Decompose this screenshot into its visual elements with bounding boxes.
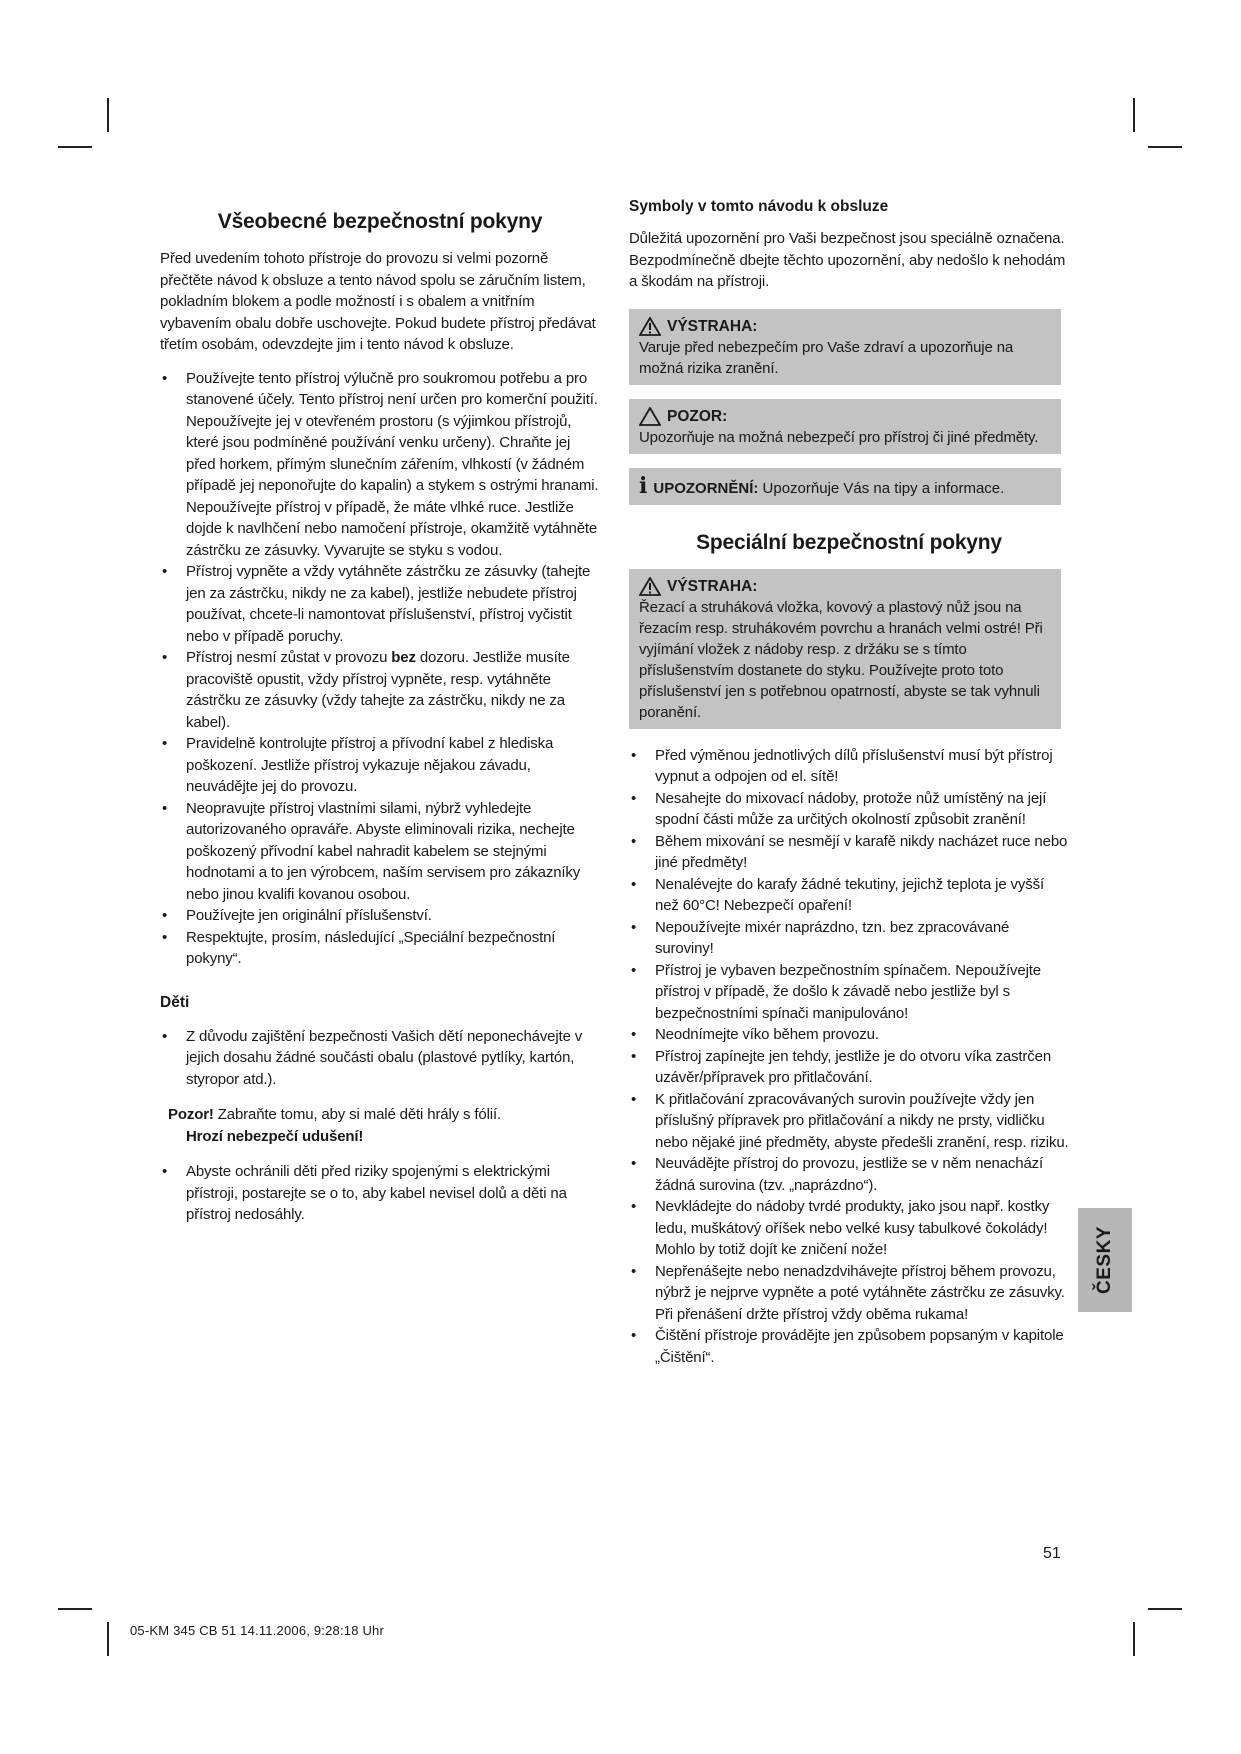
caution-text: Upozorňuje na možná nebezpečí pro přístroj či jiné předměty. — [639, 428, 1039, 446]
suffocation-danger: Hrozí nebezpečí udušení! — [186, 1127, 364, 1145]
crop-mark — [58, 1608, 92, 1610]
crop-mark — [107, 1622, 109, 1656]
list-item: • Během mixování se nesmějí v karafě nikdy nacházet ruce nebo jiné předměty! — [631, 832, 1068, 871]
list-item: • Používejte tento přístroj výlučně pro soukromou potřebu a pro stanovené účely. Tento přístroj není určen pro komerční použití. Nepoužívejte jej v otevřeném prostoru (s výjimkou přístrojů, které jsou podmíněné používání venku určeny). Chraňte jej před horkem, přímým slunečním zářením, vlhkostí (v žádném případě jej neponořujte do kapalin) a stykem s ostrými hranami. Nepoužívejte přístroj v případě, že máte vlhké ruce. Jestliže dojde k navlhčení nebo namočení přístroje, okamžitě vytáhněte zástrčku ze zásuvky. Vyvarujte se styku s vodou. — [162, 369, 599, 559]
language-tab-label: ČESKY — [1094, 1226, 1115, 1294]
crop-mark — [1148, 1608, 1182, 1610]
notice-box — [629, 468, 1061, 505]
caution-title: POZOR: — [667, 407, 728, 425]
crop-mark — [58, 146, 92, 148]
warning-title: VÝSTRAHA: — [667, 317, 758, 335]
crop-mark — [1133, 98, 1135, 132]
special-warning-text: Řezací a struháková vložka, kovový a plastový nůž jsou na řezacím resp. struhákovém povrchu a hranách velmi ostré! Při vyjímání vložek z nádoby resp. z držáku se s tímto příslušenstvím dostanete do styku. Používejte proto toto příslušenství jen s potřebnou opatrností, abyste se tak vyhnuli poranění. — [639, 598, 1043, 721]
caution-box — [629, 399, 1061, 454]
crop-mark — [1133, 1622, 1135, 1656]
children-list — [160, 1026, 600, 1091]
caution-label: Pozor! — [168, 1106, 214, 1123]
children-heading: Děti — [160, 993, 190, 1011]
list-item: • Přístroj zapínejte jen tehdy, jestliže je do otvoru víka zastrčen uzávěr/přípravek pro přitlačování. — [631, 1047, 1052, 1086]
list-item: • Přístroj je vybaven bezpečnostním spínačem. Nepoužívejte přístroj v případě, že došlo k závadě nebo jestliže byl s bezpečnostními spínači manipulováno! — [631, 961, 1041, 1022]
special-safety-title: Speciální bezpečnostní pokyny — [696, 530, 1002, 554]
general-safety-intro: Před uvedením tohoto přístroje do provozu si velmi pozorně přečtěte návod k obsluze a tento návod spolu se záručním listem, pokladním blokem a podle možností i s obalem a vnitřním vybavením obalu dobře uschovejte. Pokud budete přístroj předávat třetím osobám, odevzdejte jim i tento návod k obsluze. — [160, 250, 596, 353]
list-item: • Přístroj vypněte a vždy vytáhněte zástrčku ze zásuvky (tahejte jen za zástrčku, nikdy ne za kabel), jestliže nebudete přístroj používat, chcete-li namontovat příslušenství, přístroj vyčistit nebo v případě poruchy. — [162, 563, 591, 645]
symbols-heading: Symboly v tomto návodu k obsluze — [629, 198, 889, 215]
print-footer: 05-KM 345 CB 51 14.11.2006, 9:28:18 Uhr — [130, 1623, 385, 1638]
notice-title: UPOZORNĚNÍ: — [653, 479, 759, 497]
list-item: • Neopravujte přístroj vlastními silami, nýbrž vyhledejte autorizovaného opraváře. Abyste eliminovali rizika, nechejte poškozený přívodní kabel nahradit kabelem se stejnými hodnotami a to jen výrobcem, naším servisem pro zákazníky nebo jinou kvalifi kovanou osobou. — [162, 799, 581, 903]
list-item: • Abyste ochránili děti před riziky spojenými s elektrickými přístroji, postarejte se o to, aby kabel nevisel dolů a děti na přístroj nedosáhly. — [162, 1163, 567, 1223]
list-item: • Používejte jen originální příslušenství. — [162, 907, 432, 924]
suffocation-warning: Pozor! Zabraňte tomu, aby si malé děti hrály s fólií. Hrozí nebezpečí udušení! — [168, 1104, 600, 1147]
caution-triangle-icon — [639, 407, 661, 426]
list-item: • Neodnímejte víko během provozu. — [631, 1026, 879, 1043]
special-warning-title: VÝSTRAHA: — [667, 577, 758, 595]
left-column — [160, 210, 600, 1226]
list-item: • Z důvodu zajištění bezpečnosti Vašich dětí neponechávejte v jejich dosahu žádné součásti obalu (plastové pytlíky, kartón, styropor atd.). — [162, 1027, 583, 1088]
list-item: • Před výměnou jednotlivých dílů příslušenství musí být přístroj vypnut a odpojen od el. sítě! — [631, 746, 1053, 785]
list-item: • Nepoužívejte mixér naprázdno, tzn. bez zpracovávané suroviny! — [631, 918, 1010, 957]
symbols-intro: Důležitá upozornění pro Vaši bezpečnost jsou speciálně označena. Bezpodmínečně dbejte těchto upozornění, aby nedošlo k nehodám a škodám na přístroji. — [629, 230, 1066, 290]
special-safety-list — [629, 745, 1069, 1369]
children-list-2 — [160, 1161, 600, 1226]
list-item: • Čištění přístroje provádějte jen způsobem popsaným v kapitole „Čištění“. — [631, 1327, 1064, 1366]
warning-box — [629, 309, 1061, 385]
warning-triangle-icon — [639, 317, 661, 336]
list-item: • Nesahejte do mixovací nádoby, protože nůž umístěný na její spodní části může za určitých okolností způsobit zranění! — [631, 789, 1047, 828]
list-item: • Nenalévejte do karafy žádné tekutiny, jejichž teplota je vyšší než 60°C! Nebezpečí opaření! — [631, 875, 1044, 914]
right-column — [629, 198, 1069, 1368]
list-item: • Respektujte, prosím, následující „Speciální bezpečnostní pokyny“. — [162, 928, 556, 967]
warning-text: Varuje před nebezpečím pro Vaše zdraví a upozorňuje na možná rizika zranění. — [639, 338, 1014, 377]
language-tab — [1078, 1208, 1132, 1312]
list-item: • Nevkládejte do nádoby tvrdé produkty, jako jsou např. kostky ledu, muškátový oříšek nebo velké kusy tabulkové čokolády! Mohlo by totiž dojít ke zničení nože! — [631, 1198, 1050, 1258]
bez-emphasis: bez — [391, 649, 416, 666]
list-item: • Přístroj nesmí zůstat v provozu bez dozoru. Jestliže musíte pracoviště opustit, vždy přístroj vypněte, resp. vytáhněte zástrčku ze zásuvky (vždy tahejte za zástrčku, nikdy ne za kabel). — [162, 649, 570, 731]
notice-text: Upozorňuje Vás na tipy a informace. — [758, 479, 1005, 497]
page-number: 51 — [1043, 1545, 1061, 1562]
general-safety-title: Všeobecné bezpečnostní pokyny — [217, 210, 543, 233]
list-item: • Pravidelně kontrolujte přístroj a přívodní kabel z hlediska poškození. Jestliže přístroj vykazuje nějakou závadu, neuvádějte jej do provozu. — [162, 735, 554, 795]
warning-triangle-icon — [639, 577, 661, 596]
info-i-icon: i — [639, 472, 648, 499]
crop-mark — [1148, 146, 1182, 148]
general-safety-list — [160, 368, 600, 970]
list-item: • Neuvádějte přístroj do provozu, jestliže se v něm nenachází žádná surovina (tzv. „naprázdno“). — [631, 1155, 1044, 1194]
crop-mark — [107, 98, 109, 132]
list-item: • K přitlačování zpracovávaných surovin používejte vždy jen příslušný přípravek pro přitlačování a nikdy ne prsty, vidličku nebo nějaké jiné předměty, abyste předešli zranění, resp. riziku. — [631, 1090, 1069, 1151]
list-item: • Nepřenášejte nebo nenadzdvihávejte přístroj během provozu, nýbrž je nejprve vypněte a poté vytáhněte zástrčku ze zásuvky. Při přenášení držte přístroj vždy oběma rukama! — [631, 1262, 1065, 1323]
special-warning-box — [629, 569, 1061, 729]
